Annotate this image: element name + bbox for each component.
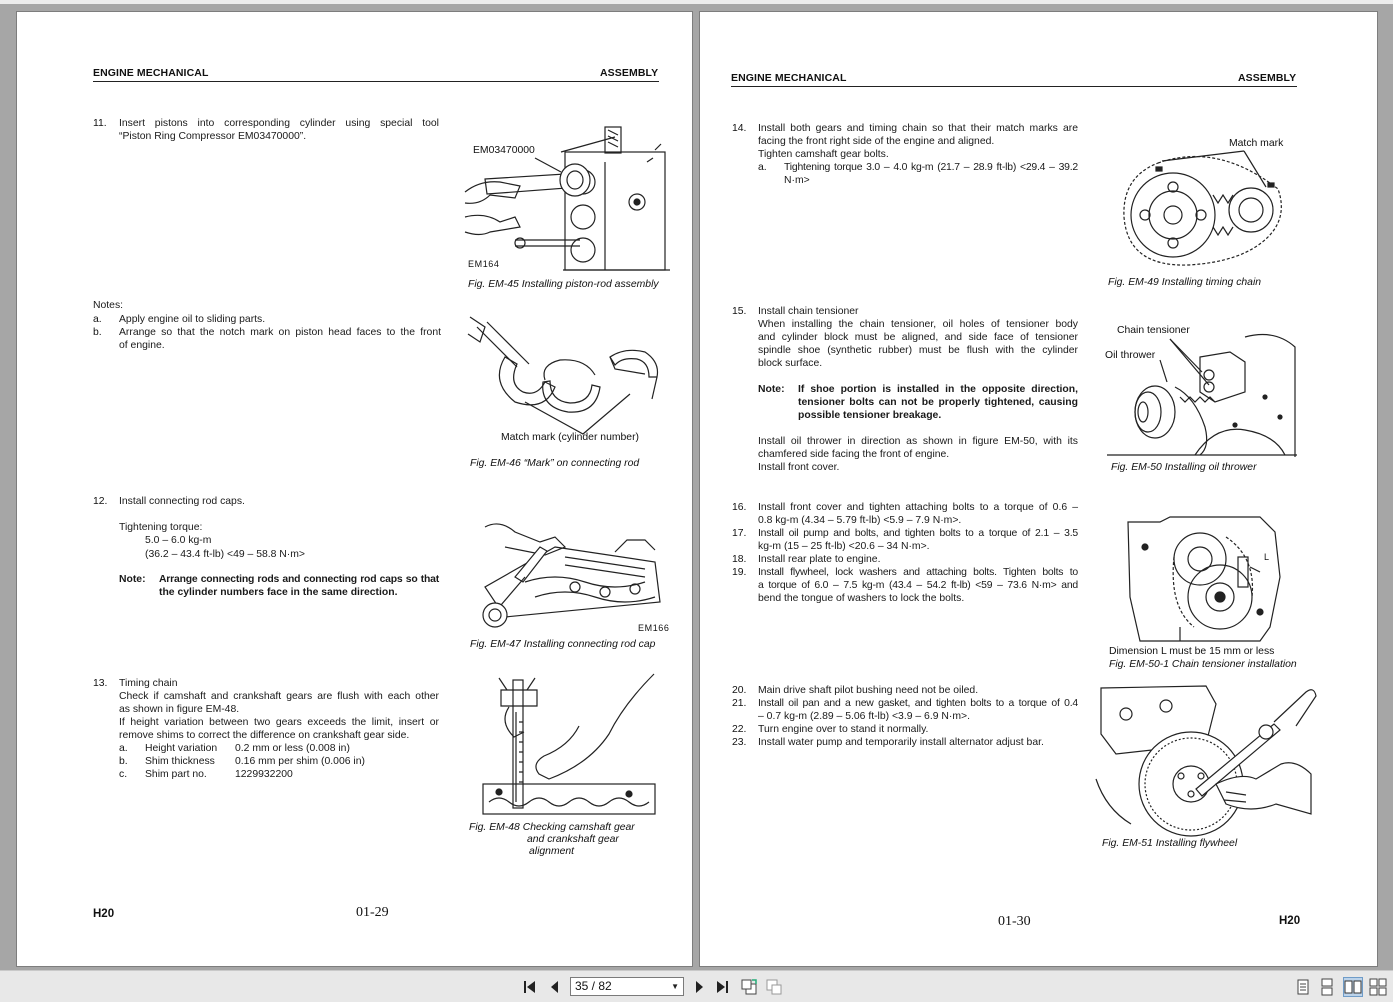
page-number-input[interactable] (570, 977, 684, 996)
connecting-rod-illustration (465, 312, 665, 442)
chevron-down-icon[interactable]: ▼ (671, 982, 679, 991)
figure-code: EM164 (468, 259, 500, 269)
oil-thrower-illustration (1105, 327, 1300, 457)
note-text: tensioner bolts can not be properly tightened, causing (798, 397, 1078, 408)
go-back-icon[interactable] (740, 978, 758, 996)
spec-label: Shim thickness (145, 756, 215, 767)
step-number: 18. (732, 554, 747, 565)
figure-label: Match mark (1229, 138, 1284, 149)
step-text: chamfered side facing the front of engine. (758, 449, 950, 460)
figure-caption: Fig. EM-46 “Mark” on connecting rod (470, 458, 640, 469)
figure-caption: Fig. EM-50 Installing oil thrower (1111, 462, 1257, 473)
piston-install-illustration (465, 122, 675, 272)
step-text: Install water pump and temporarily install alternator adjust bar. (758, 737, 1044, 748)
header-rule (731, 86, 1297, 87)
step-number: 13. (93, 678, 108, 689)
document-page-left (16, 11, 693, 967)
spec-text: Tightening torque 3.0 – 4.0 kg-m (21.7 – 28.9 ft-lb) <29.4 – 39.2 (784, 162, 1078, 173)
step-text: 0.8 kg-m (4.34 – 5.79 ft-lb) <5.9 – 7.9 N·m>. (758, 515, 962, 526)
step-number: 21. (732, 698, 747, 709)
step-number: 20. (732, 685, 747, 696)
page-number: 01-30 (998, 914, 1031, 929)
step-text: Install front cover. (758, 462, 840, 473)
page-number: 01-29 (356, 905, 389, 920)
step-text: and cylinder block must be aligned, and side face of tensioner (758, 332, 1078, 343)
note-label: Note: (119, 574, 146, 585)
step-text: Install flywheel, lock washers and attaching bolts. Tighten bolts to (758, 567, 1078, 578)
window-top-strip (0, 0, 1393, 4)
step-text: – 0.7 kg-m (2.89 – 5.06 ft-lb) <3.9 – 6.9 N·m>. (758, 711, 970, 722)
step-text: Install oil thrower in direction as shown in figure EM-50, with its (758, 436, 1078, 447)
step-text: as shown in figure EM-48. (119, 704, 240, 715)
spec-marker: a. (119, 743, 128, 754)
prev-page-icon[interactable] (546, 978, 564, 996)
spec-text: N·m> (784, 175, 810, 186)
step-number: 15. (732, 306, 747, 317)
step-text: kg-m (15 – 25 ft-lb) <20.6 – 34 N·m>. (758, 541, 930, 552)
section-header: ENGINE MECHANICAL (93, 67, 209, 79)
continuous-view-icon[interactable] (1318, 978, 1336, 996)
spec-value: 0.16 mm per shim (0.006 in) (235, 756, 365, 767)
step-number: 19. (732, 567, 747, 578)
spec-marker: b. (119, 756, 128, 767)
step-text: Install rear plate to engine. (758, 554, 881, 565)
notes-title: Notes: (93, 300, 124, 311)
spec-value: 1229932200 (235, 769, 293, 780)
note-marker: a. (93, 314, 102, 325)
step-text: spindle shoe (synthetic rubber) must be flush with the cylinder (758, 345, 1078, 356)
single-page-view-icon[interactable] (1294, 978, 1312, 996)
note-text: possible tensioner breakage. (798, 410, 942, 421)
step-number: 14. (732, 123, 747, 134)
note-marker: b. (93, 327, 102, 338)
torque-value: (36.2 – 43.4 ft-lb) <49 – 58.8 N·m> (145, 549, 305, 560)
torque-title: Tightening torque: (119, 522, 203, 533)
model-code: H20 (93, 908, 115, 920)
spec-marker: a. (758, 162, 767, 173)
subsection-header: ASSEMBLY (600, 67, 659, 79)
document-page-right (699, 11, 1378, 967)
figure-label: Chain tensioner (1117, 325, 1190, 336)
figure-caption: Fig. EM-51 Installing flywheel (1102, 838, 1238, 849)
note-label: Note: (758, 384, 785, 395)
figure-caption: alignment (529, 846, 575, 857)
spec-value: 0.2 mm or less (0.008 in) (235, 743, 350, 754)
figure-caption: Fig. EM-47 Installing connecting rod cap (470, 639, 656, 650)
step-text: block surface. (758, 358, 823, 369)
step-text: Install both gears and timing chain so that their match marks are (758, 123, 1078, 134)
note-text: the cylinder numbers face in the same direction. (159, 587, 398, 598)
step-text: a torque of 6.0 – 7.5 kg-m (43.4 – 54.2 ft-lb) <59 – 73.6 N·m> and (758, 580, 1078, 591)
last-page-icon[interactable] (713, 978, 731, 996)
step-text: Main drive shaft pilot bushing need not be oiled. (758, 685, 979, 696)
note-text: Apply engine oil to sliding parts. (119, 314, 266, 325)
figure-code: EM166 (638, 623, 670, 633)
note-text: of engine. (119, 340, 165, 351)
step-text: If height variation between two gears exceeds the limit, insert or (119, 717, 439, 728)
step-number: 22. (732, 724, 747, 735)
facing-view-icon[interactable] (1344, 978, 1362, 996)
spec-label: Height variation (145, 743, 218, 754)
rod-cap-torque-illustration (465, 517, 673, 627)
step-number: 12. (93, 496, 108, 507)
spec-label: Shim part no. (145, 769, 207, 780)
step-text: Check if camshaft and crankshaft gears are flush with each other (119, 691, 439, 702)
step-text: Install front cover and tighten attaching bolts to a torque of 0.6 – (758, 502, 1078, 513)
next-page-icon[interactable] (690, 978, 708, 996)
step-text: Tighten camshaft gear bolts. (758, 149, 889, 160)
tool-label: EM03470000 (473, 145, 535, 156)
note-text: Arrange so that the notch mark on piston head faces to the front (119, 327, 441, 338)
step-number: 17. (732, 528, 747, 539)
go-forward-icon[interactable] (765, 978, 783, 996)
step-text: Install connecting rod caps. (119, 496, 245, 507)
dimension-letter: L (1264, 552, 1270, 562)
step-number: 11. (93, 118, 107, 129)
note-text: Arrange connecting rods and connecting rod caps so that (159, 574, 439, 585)
header-rule (93, 81, 659, 82)
figure-label: Dimension L must be 15 mm or less (1109, 646, 1275, 657)
figure-caption: Fig. EM-48 Checking camshaft gear (469, 822, 635, 833)
section-header: ENGINE MECHANICAL (731, 72, 847, 84)
chain-tensioner-illustration (1120, 517, 1285, 642)
step-text: Install oil pump and bolts, and tighten bolts to a torque of 2.1 – 3.5 (758, 528, 1078, 539)
figure-caption: and crankshaft gear (527, 834, 619, 845)
flywheel-illustration (1096, 684, 1316, 836)
torque-value: 5.0 – 6.0 kg-m (145, 535, 212, 546)
step-text: Insert pistons into corresponding cylinder using special tool (119, 118, 439, 129)
gear-alignment-illustration (479, 672, 659, 820)
model-code: H20 (1279, 915, 1301, 927)
figure-caption: Fig. EM-45 Installing piston-rod assembly (468, 279, 659, 290)
figure-caption: Fig. EM-49 Installing timing chain (1108, 277, 1262, 288)
step-number: 16. (732, 502, 747, 513)
step-title: Timing chain (119, 678, 178, 689)
figure-caption: Fig. EM-50-1 Chain tensioner installation (1109, 659, 1297, 670)
step-text: When installing the chain tensioner, oil holes of tensioner body (758, 319, 1078, 330)
step-text: “Piston Ring Compressor EM03470000”. (119, 131, 307, 142)
step-text: Install oil pan and a new gasket, and tighten bolts to a torque of 0.4 (758, 698, 1078, 709)
step-text: bend the tongue of washers to lock the bolts. (758, 593, 965, 604)
viewer-toolbar (0, 970, 1393, 1002)
figure-label: Oil thrower (1105, 350, 1156, 361)
figure-label: Match mark (cylinder number) (501, 432, 640, 443)
step-number: 23. (732, 737, 747, 748)
note-text: If shoe portion is installed in the opposite direction, (798, 384, 1078, 395)
subsection-header: ASSEMBLY (1238, 72, 1297, 84)
continuous-facing-view-icon[interactable] (1369, 978, 1387, 996)
step-text: facing the front right side of the engine and aligned. (758, 136, 995, 147)
step-title: Install chain tensioner (758, 306, 859, 317)
step-text: remove shims to correct the difference on crankshaft gear side. (119, 730, 410, 741)
first-page-icon[interactable] (521, 978, 539, 996)
page-indicator-text: 35 / 82 (575, 979, 612, 993)
spec-marker: c. (119, 769, 128, 780)
step-text: Turn engine over to stand it normally. (758, 724, 929, 735)
timing-chain-illustration (1118, 147, 1300, 269)
